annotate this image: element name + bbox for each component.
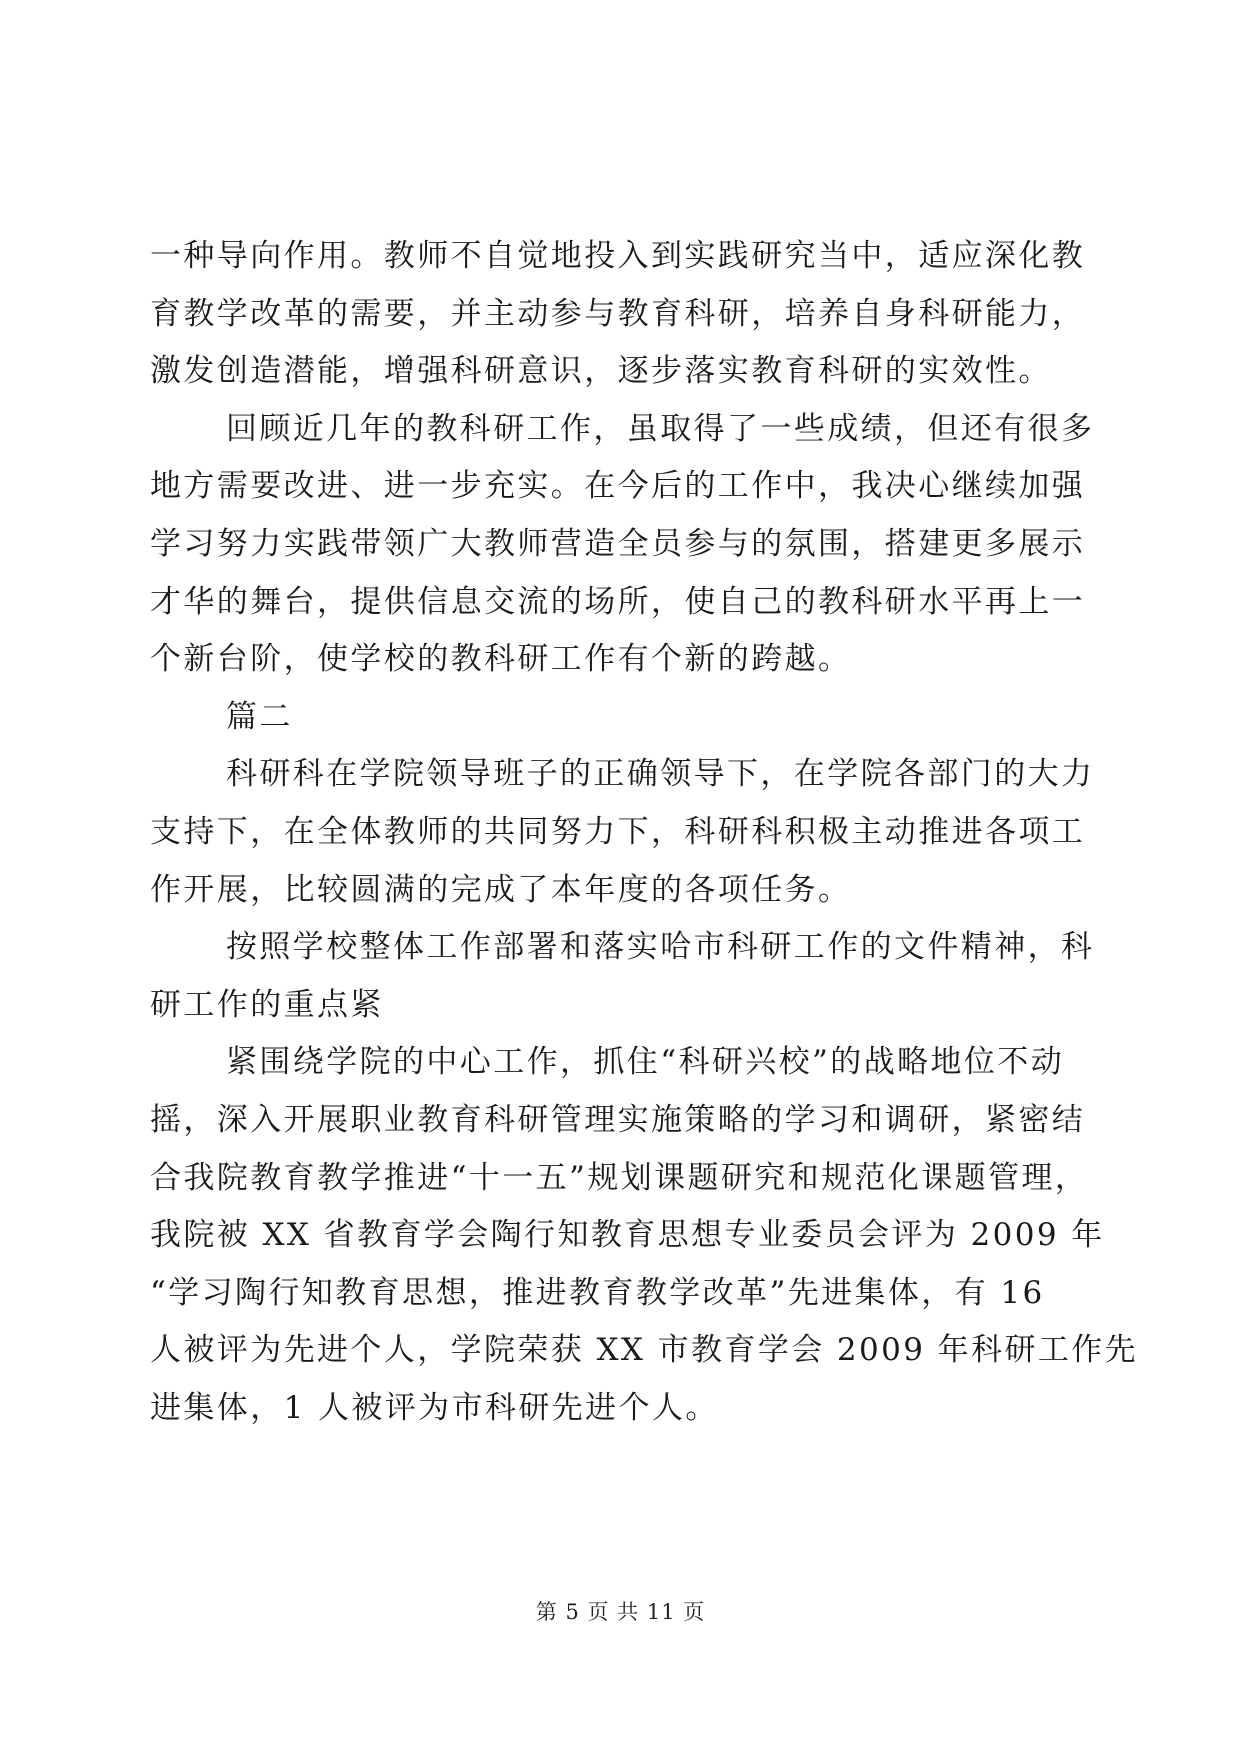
text-line: 合我院教育教学推进“十一五”规划课题研究和规范化课题管理， — [150, 1159, 1089, 1196]
paragraph — [150, 228, 1090, 401]
text-line: 进集体，1 人被评为市科研先进个人。 — [150, 1389, 719, 1426]
text-line: 学习努力实践带领广大教师营造全员参与的氛围，搭建更多展示 — [150, 525, 1086, 562]
text-line: 我院被 XX 省教育学会陶行知教育思想专业委员会评为 2009 年 — [150, 1217, 1105, 1254]
text-line: 支持下，在全体教师的共同努力下，科研科积极主动推进各项工 — [150, 813, 1086, 850]
section-heading — [150, 689, 1090, 747]
text-line: 才华的舞台，提供信息交流的场所，使自己的教科研水平再上一 — [150, 583, 1086, 620]
text-line: 按照学校整体工作部署和落实哈市科研工作的文件精神，科 — [226, 929, 1095, 966]
paragraph — [150, 746, 1095, 919]
text-line: 个新台阶，使学校的教科研工作有个新的跨越。 — [150, 641, 852, 678]
text-line: 回顾近几年的教科研工作，虽取得了一些成绩，但还有很多 — [226, 410, 1095, 447]
text-line: 作开展，比较圆满的完成了本年度的各项任务。 — [150, 871, 852, 908]
text-line: 篇二 — [226, 698, 293, 735]
paragraph — [150, 1034, 1139, 1437]
text-line: 育教学改革的需要，并主动参与教育科研，培养自身科研能力， — [150, 295, 1086, 332]
paragraph — [150, 401, 1095, 689]
text-line: 一种导向作用。教师不自觉地投入到实践研究当中，适应深化教 — [150, 238, 1086, 274]
paragraph — [150, 919, 1095, 1034]
text-line: “学习陶行知教育思想，推进教育教学改革”先进集体，有 16 — [150, 1274, 1045, 1311]
text-line: 激发创造潜能，增强科研意识，逐步落实教育科研的实效性。 — [150, 353, 1052, 390]
text-line: 人被评为先进个人，学院荣获 XX 市教育学会 2009 年科研工作先 — [150, 1332, 1139, 1369]
text-line: 科研科在学院领导班子的正确领导下，在学院各部门的大力 — [226, 756, 1095, 793]
page-number-footer: 第 5 页 共 11 页 — [535, 1600, 706, 1624]
document-body — [150, 228, 1139, 1437]
text-line: 紧围绕学院的中心工作，抓住“科研兴校”的战略地位不动 — [226, 1044, 1065, 1081]
text-line: 研工作的重点紧 — [150, 986, 384, 1023]
text-line: 摇，深入开展职业教育科研管理实施策略的学习和调研，紧密结 — [150, 1101, 1086, 1138]
text-line: 地方需要改进、进一步充实。在今后的工作中，我决心继续加强 — [150, 468, 1086, 505]
